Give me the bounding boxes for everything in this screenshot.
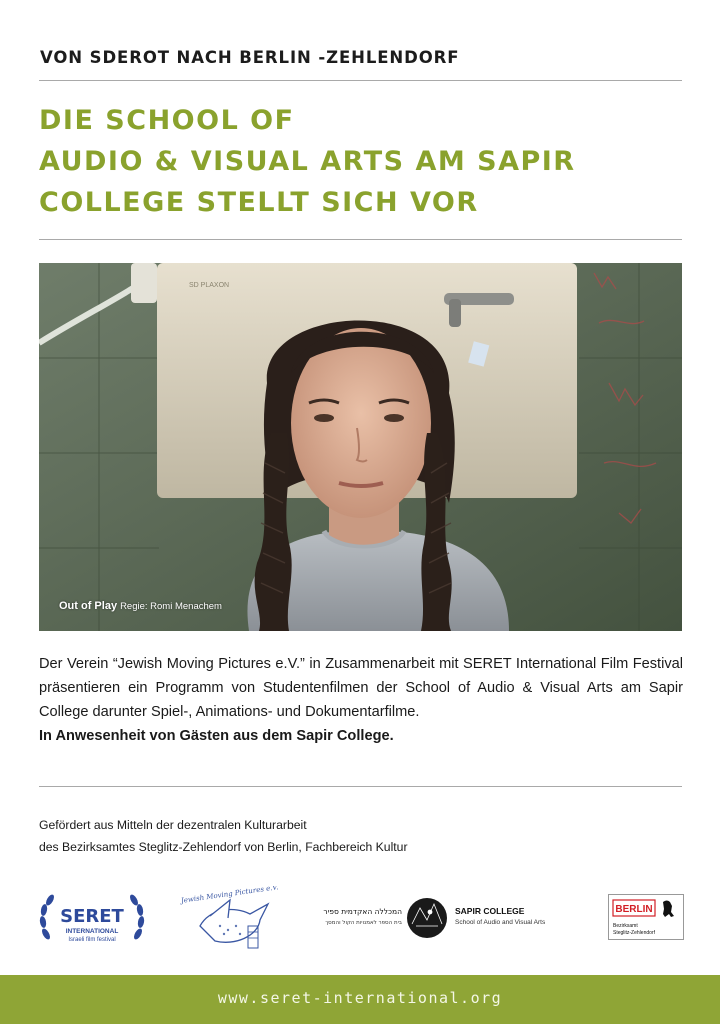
- tank-label: SD PLAXON: [189, 282, 230, 289]
- film-credit: Regie: Romi Menachem: [120, 601, 222, 612]
- jmp-logo: [180, 886, 280, 956]
- description-paragraph: Der Verein “Jewish Moving Pictures e.V.” in Zusammenarbeit mit SERET International Film Festival präsentieren ein Programm von Studentenfilmen der School of Audio & Visual Arts am Sapir College darunter Spiel-, Animations- und Dokumentarfilme.: [39, 656, 683, 720]
- seret-sub1: INTERNATIONAL: [65, 928, 119, 935]
- website-link[interactable]: www.seret-international.org: [217, 989, 503, 1007]
- kicker: VON SDEROT NACH BERLIN -ZEHLENDORF: [40, 48, 460, 67]
- funding-line-1: Gefördert aus Mitteln der dezentralen Kulturarbeit: [39, 818, 307, 832]
- guests-note: In Anwesenheit von Gästen aus dem Sapir College.: [39, 728, 394, 744]
- berlin-name: BERLIN: [615, 904, 653, 915]
- sapir-emblem-icon: [312, 892, 562, 948]
- sapir-hebrew-1: המכללה האקדמית ספיר: [323, 907, 402, 916]
- berlin-logo: [608, 894, 684, 940]
- headline-line-1: DIE SCHOOL OF: [39, 105, 295, 136]
- funding-line-2: des Bezirksamtes Steglitz-Zehlendorf von Berlin, Fachbereich Kultur: [39, 840, 408, 854]
- seret-sub2: Israeli film festival: [68, 937, 116, 943]
- headline-line-2: AUDIO & VISUAL ARTS AM SAPIR: [39, 146, 576, 177]
- sapir-logo: [312, 892, 562, 948]
- jmp-name: Jewish Moving Pictures e.V.: [180, 886, 279, 905]
- headline: [39, 100, 576, 223]
- dove-icon: [180, 886, 280, 956]
- film-still-image: [39, 263, 682, 631]
- divider-headline: [39, 239, 682, 240]
- sponsor-logos: [0, 880, 720, 960]
- seret-laurel-icon: [36, 890, 148, 952]
- film-still: [39, 263, 682, 631]
- divider-body: [39, 786, 682, 787]
- seret-name: SERET: [60, 906, 124, 927]
- description: [39, 652, 683, 748]
- berlin-sub2: Steglitz-Zehlendorf: [613, 930, 655, 936]
- funding-note: [39, 814, 408, 858]
- divider-top: [39, 80, 682, 81]
- headline-line-3: COLLEGE STELLT SICH VOR: [39, 187, 479, 218]
- film-title: Out of Play: [59, 600, 118, 612]
- seret-logo: [36, 890, 148, 952]
- footer-bar: [0, 975, 720, 1024]
- berlin-bear-icon: [608, 894, 684, 940]
- sapir-hebrew-2: בית הספר לאמנויות הקול והמסך: [325, 920, 402, 926]
- photo-caption: [59, 596, 222, 614]
- sapir-name: SAPIR COLLEGE: [455, 906, 525, 916]
- berlin-sub1: Bezirksamt: [613, 923, 638, 929]
- sapir-sub: School of Audio and Visual Arts: [455, 919, 546, 926]
